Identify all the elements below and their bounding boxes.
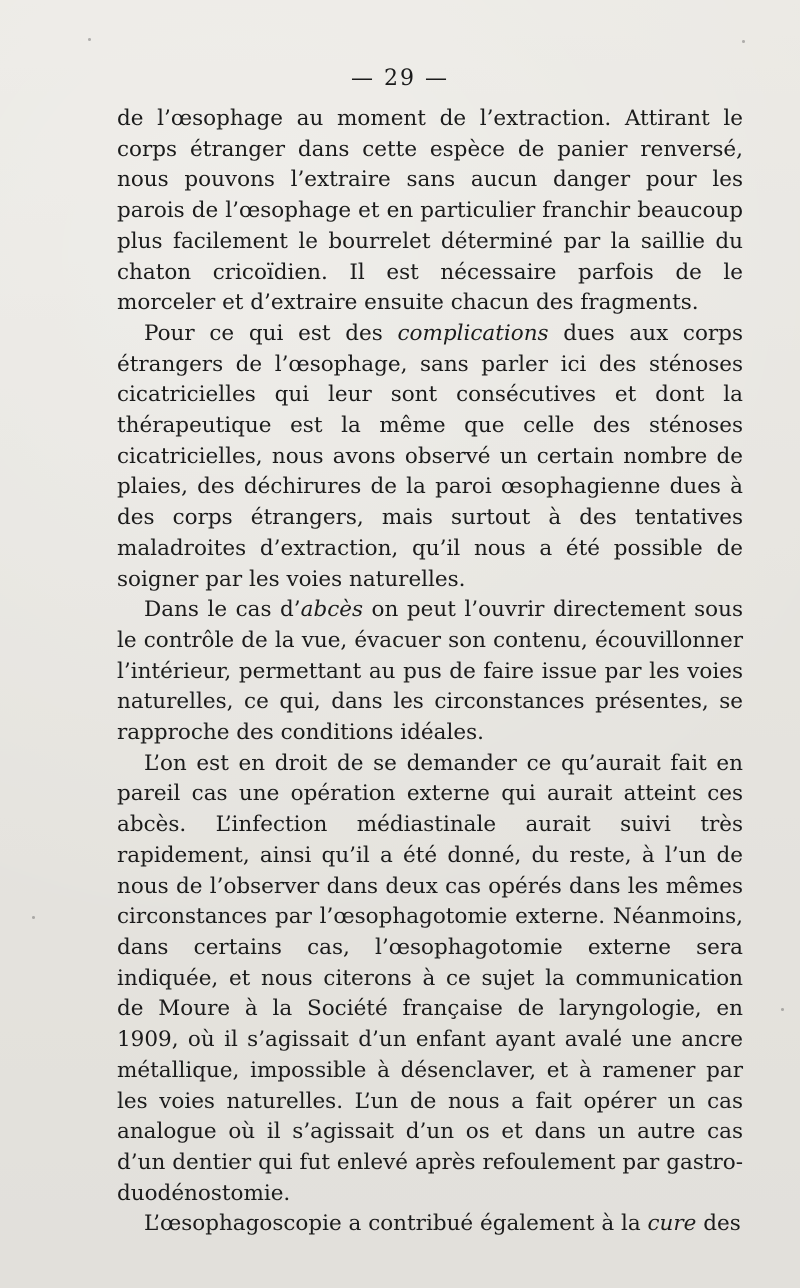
paragraph-3-text-end: on peut l’ouvrir directement sous le contrôle de la vue, évacuer son contenu, écouvillonner l’intérieur, permettant au pus de faire issue par les voies naturelles, ce qui, dans les circonstances présentes, se rapproche des conditions idéales.: [117, 597, 744, 746]
paragraph-2-emphasis: complications: [397, 320, 549, 346]
paragraph-5-text-end: des: [696, 1211, 741, 1237]
paragraph-3-emphasis: abcès: [300, 597, 364, 623]
paragraph-3-text-start: Dans le cas d’: [144, 597, 301, 623]
paragraph-5-emphasis: cure: [647, 1211, 697, 1237]
body-text: [117, 104, 743, 1240]
paper-speck: [236, 1218, 239, 1221]
paper-speck: [88, 38, 91, 41]
paper-speck: [742, 40, 745, 43]
paragraph-2-text-end: dues aux corps étrangers de l’œsophage, sans parler ici des sténoses cicatricielles qui leur sont consécutives et dont la thérapeutique est la même que celle des sténoses cicatricielles, nous avons observé un certain nombre de plaies, des déchirures de la paroi œsophagienne dues à des corps étrangers, mais surtout à des tentatives maladroites d’extraction, qu’il nous a été possible de soigner par les voies naturelles.: [117, 320, 743, 592]
paragraph-2-text-start: Pour ce qui est des: [144, 320, 398, 346]
paragraph-3: [117, 595, 743, 749]
paper-speck: [32, 916, 35, 919]
paragraph-4-text: L’on est en droit de se demander ce qu’aurait fait en pareil cas une opération externe qui aurait atteint ces abcès. L’infection médiastinale aurait suivi très rapidement, ainsi qu’il a été donné, du reste, à l’un de nous de l’observer dans deux cas opérés dans les mêmes circonstances par l’œsophagotomie externe. Néanmoins, dans certains cas, l’œsophagotomie externe sera indiquée, et nous citerons à ce sujet la communication de Moure à la Société française de laryngologie, en 1909, où il s’agissait d’un enfant ayant avalé une ancre métallique, impossible à désenclaver, et à ramener par les voies naturelles. L’un de nous a fait opérer un cas analogue où il s’agissait d’un os et dans un autre cas d’un dentier qui fut enlevé après refoulement par gastro-duodénostomie.: [117, 750, 743, 1206]
paragraph-5: [117, 1209, 743, 1240]
paragraph-2: [117, 319, 743, 595]
paragraph-5-text-start: L’œsophagoscopie a contribué également à la: [144, 1211, 648, 1237]
page-number: — 29 —: [351, 66, 449, 91]
paper-speck: [781, 1008, 784, 1011]
paragraph-1-text: de l’œsophage au moment de l’extraction. Attirant le corps étranger dans cette espèce de panier renversé, nous pouvons l’extraire sans aucun danger pour les parois de l’œsophage et en particulier franchir beaucoup plus facilement le bourrelet déterminé par la saillie du chaton cricoïdien. Il est nécessaire parfois de le morceler et d’extraire ensuite chacun des fragments.: [117, 106, 743, 316]
paragraph-4: [117, 749, 743, 1210]
paragraph-1: [117, 104, 743, 319]
